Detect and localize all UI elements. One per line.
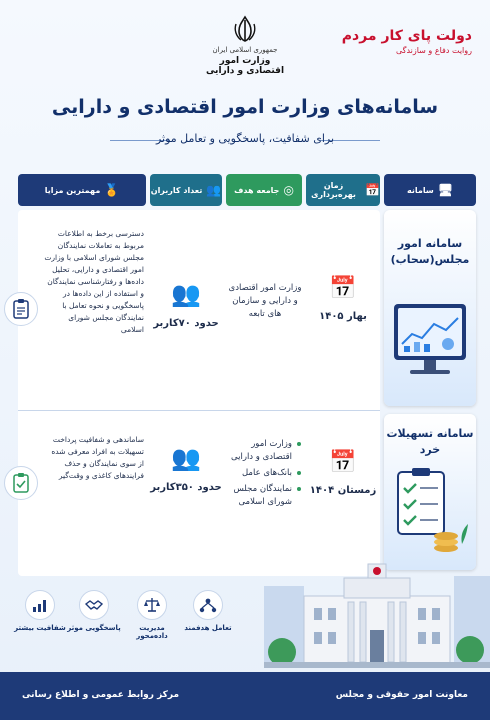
col-header-benefits [18, 174, 146, 206]
slogan-logo [342, 28, 472, 55]
row-sahab-users [150, 280, 222, 329]
growth-chart-icon [25, 590, 55, 620]
col-header-launch-label: زمان بهره‌برداری [311, 181, 356, 199]
users-group-icon: 👥 [171, 280, 201, 308]
row-divider [18, 410, 380, 411]
row-sahab-launch-text: بهار ۱۴۰۵ [319, 311, 367, 322]
clipboard-check-icon [4, 466, 38, 500]
ministry-building-icon [264, 556, 490, 668]
feature-label: شفافیت بیشتر [14, 624, 66, 632]
users-group-icon: 👥 [171, 444, 201, 472]
ministry-emblem [205, 14, 285, 76]
calendar-icon: 📅 [329, 450, 357, 475]
row-microloans-benefits: ساماندهی و شفافیت پرداخت تسهیلات به افراد معرفی شده از سوی نمایندگان و حذف فرایندهای کاغذی و وقت‌گیر [51, 435, 144, 480]
network-icon [193, 590, 223, 620]
footer-left-text: مرکز روابط عمومی و اطلاع رسانی [22, 690, 180, 700]
row-sahab-users-text: حدود ۷۰کاربر [153, 318, 219, 329]
medal-icon: 🏅 [104, 183, 120, 197]
row-microloans-audience-item: بانک‌های عامل [228, 467, 292, 480]
emblem-country-text: جمهوری اسلامی ایران [212, 46, 278, 54]
feature-data-driven [124, 590, 180, 640]
col-header-system-label: سامانه [407, 185, 434, 195]
row-microloans-audience-item: نمایندگان مجلس شورای اسلامی [228, 483, 292, 509]
dashboard-monitor-icon [388, 300, 472, 400]
iran-emblem-icon [230, 14, 260, 44]
feature-accountability [66, 590, 122, 632]
row-microloans-launch [306, 450, 380, 496]
col-header-users [150, 174, 222, 206]
col-header-benefits-label: مهمترین مزایا [44, 185, 101, 195]
row-microloans-launch-text: زمستان ۱۴۰۴ [309, 485, 377, 496]
row-microloans-audience-item: وزارت امور اقتصادی و دارایی [228, 438, 292, 464]
row-sahab-audience: وزارت امور اقتصادی و دارایی و سازمان های تابعه [228, 283, 302, 319]
calendar-icon: 📅 [329, 276, 357, 301]
feature-targeted-engagement [180, 590, 236, 632]
feature-label: مدیریت داده‌محور [136, 624, 168, 640]
row-sahab-benefits: دسترسی برخط به اطلاعات مربوط به تعاملات نمایندگان مجلس شورای اسلامی با وزارت امور اقتصادی و دارایی، تحلیل داده‌ها و رفتارشناسی نمایندگان و استفاده از این داده‌ها در پاسخگویی و نحوه تعامل با نمایندگان مجلس شورای اسلامی [44, 229, 144, 334]
row-microloans-system-name: سامانه تسهیلات خرد [386, 427, 474, 456]
col-header-users-label: تعداد کاربران [150, 185, 203, 195]
target-icon: ◎ [283, 183, 294, 197]
monitor-icon: 🖥 [437, 183, 453, 197]
scales-icon [137, 590, 167, 620]
footer-bar [0, 672, 490, 720]
row-microloans-users-text: حدود ۳۵۰کاربر [150, 482, 222, 493]
slogan-main: دولت پای کار مردم [341, 28, 472, 44]
slogan-sub: روایت دفاع و سازندگی [395, 46, 472, 55]
row-microloans-users [150, 444, 222, 493]
page-subtitle: برای شفافیت، پاسخگویی و تعامل موثر [155, 132, 335, 145]
feature-label: پاسخگویی موثر [67, 624, 121, 632]
footer-right-text: معاونت امور حقوقی و مجلس [335, 690, 468, 700]
handshake-icon [79, 590, 109, 620]
clipboard-checklist-coins-icon [388, 466, 472, 566]
row-sahab-system-name: سامانه امور مجلس(سحاب) [390, 237, 470, 266]
feature-transparency [12, 590, 68, 632]
col-header-audience [226, 174, 302, 206]
row-sahab-launch [306, 276, 380, 322]
col-header-launch [306, 174, 380, 206]
row-microloans-audience [228, 438, 302, 512]
col-header-audience-label: جامعه هدف [234, 185, 280, 195]
clipboard-chart-icon [4, 292, 38, 326]
feature-label: تعامل هدفمند [184, 624, 232, 632]
emblem-ministry-text: وزارت امور اقتصادی و دارایی [205, 56, 285, 76]
users-group-icon: 👥 [206, 183, 222, 197]
col-header-system [384, 174, 476, 206]
calendar-icon: 📅 [365, 183, 380, 197]
page-title: سامانه‌های وزارت امور اقتصادی و دارایی [51, 96, 439, 118]
